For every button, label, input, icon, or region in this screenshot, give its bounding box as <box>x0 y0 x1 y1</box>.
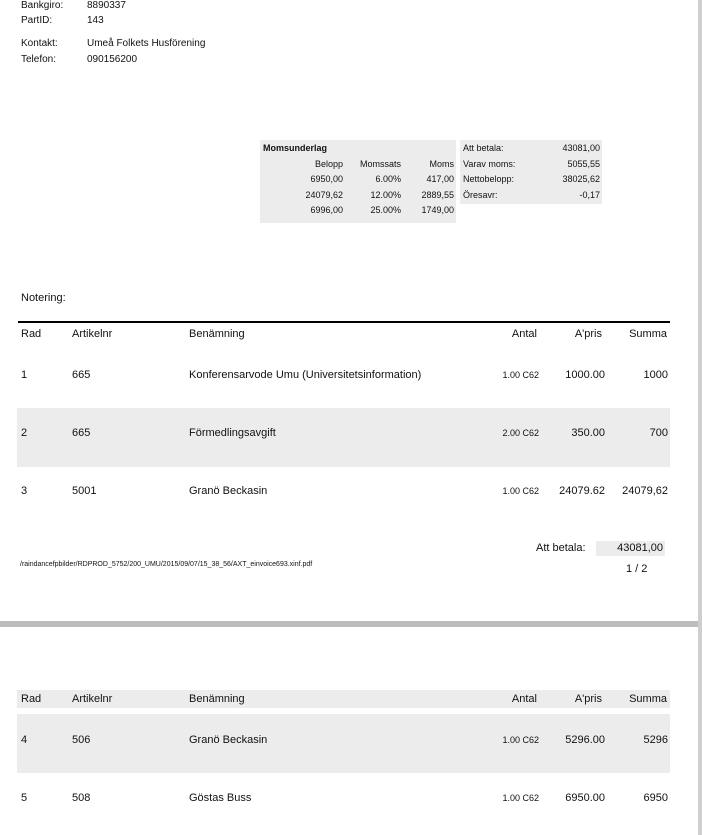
cell-apris: 350.00 <box>571 427 605 439</box>
col-header-antal: Antal <box>511 693 537 705</box>
moms-row-momssats: 6.00% <box>375 174 401 184</box>
partid-value: 143 <box>87 15 104 26</box>
moms-row-momssats: 25.00% <box>370 205 401 215</box>
bankgiro-value: 8890337 <box>87 0 126 11</box>
moms-row-belopp: 6950,00 <box>310 174 343 184</box>
cell-benamning: Granö Beckasin <box>189 734 268 746</box>
footer-att-betala-value: 43081,00 <box>617 542 663 554</box>
cell-artikelnr: 665 <box>72 369 91 381</box>
notering-label: Notering: <box>21 292 66 304</box>
moms-title: Momsunderlag <box>263 143 328 153</box>
cell-rad: 3 <box>21 485 28 497</box>
col-header-apris: A'pris <box>574 328 602 340</box>
cell-rad: 2 <box>21 427 28 439</box>
moms-row-moms: 2889,55 <box>421 190 454 200</box>
cell-summa: 6950 <box>643 792 668 804</box>
col-header-apris: A'pris <box>574 693 602 705</box>
file-path: /raindancefpbilder/RDPROD_5752/200_UMU/2015/09/07/15_38_56/AXT_einvoice693.xinf.pdf <box>20 561 313 568</box>
cell-benamning: Konferensarvode Umu (Universitetsinformation) <box>189 369 422 381</box>
cell-antal: 1.00 C62 <box>502 370 539 380</box>
page-number: 1 / 2 <box>626 563 648 575</box>
col-header-artikelnr: Artikelnr <box>72 328 113 340</box>
cell-summa: 1000 <box>643 369 668 381</box>
cell-summa: 700 <box>649 427 668 439</box>
telefon-label: Telefon: <box>21 54 57 65</box>
moms-row-belopp: 6996,00 <box>310 205 343 215</box>
cell-summa: 5296 <box>643 734 668 746</box>
cell-rad: 5 <box>21 792 28 804</box>
cell-artikelnr: 665 <box>72 427 91 439</box>
summary-label-nettobelopp: Nettobelopp: <box>463 174 515 184</box>
summary-label-att-betala: Att betala: <box>463 143 504 153</box>
moms-row-moms: 1749,00 <box>421 205 454 215</box>
telefon-value: 090156200 <box>87 54 138 65</box>
col-header-benamning: Benämning <box>189 693 245 705</box>
cell-antal: 2.00 C62 <box>502 428 539 438</box>
col-header-rad: Rad <box>21 693 42 705</box>
moms-row-belopp: 24079,62 <box>305 190 343 200</box>
summary-label-oresavr: Öresavr: <box>463 190 498 200</box>
cell-artikelnr: 5001 <box>72 485 97 497</box>
summary-value-att-betala: 43081,00 <box>562 143 600 153</box>
cell-benamning: Granö Beckasin <box>189 485 268 497</box>
moms-row-momssats: 12.00% <box>370 190 401 200</box>
footer-att-betala-label: Att betala: <box>536 542 586 554</box>
col-header-rad: Rad <box>21 328 42 340</box>
bankgiro-label: Bankgiro: <box>21 0 64 11</box>
col-header-antal: Antal <box>511 328 537 340</box>
moms-col-moms: Moms <box>429 159 454 169</box>
moms-col-belopp: Belopp <box>314 159 343 169</box>
kontakt-label: Kontakt: <box>21 38 58 49</box>
col-header-summa: Summa <box>629 328 667 340</box>
summary-value-nettobelopp: 38025,62 <box>562 174 600 184</box>
moms-col-momssats: Momssats <box>359 159 401 169</box>
cell-apris: 24079.62 <box>559 485 605 497</box>
cell-artikelnr: 508 <box>72 792 91 804</box>
summary-value-varav-moms: 5055,55 <box>567 159 600 169</box>
col-header-benamning: Benämning <box>189 328 245 340</box>
col-header-artikelnr: Artikelnr <box>72 693 113 705</box>
summary-value-oresavr: -0,17 <box>579 190 600 200</box>
cell-artikelnr: 506 <box>72 734 91 746</box>
cell-antal: 1.00 C62 <box>502 486 539 496</box>
cell-antal: 1.00 C62 <box>502 793 539 803</box>
cell-apris: 1000.00 <box>565 369 605 381</box>
scrollbar-track[interactable] <box>698 0 702 835</box>
kontakt-value: Umeå Folkets Husförening <box>87 38 206 49</box>
cell-benamning: Förmedlingsavgift <box>189 427 276 439</box>
cell-apris: 6950.00 <box>565 792 605 804</box>
summary-label-varav-moms: Varav moms: <box>463 159 516 169</box>
table-top-rule <box>18 321 670 323</box>
cell-apris: 5296.00 <box>565 734 605 746</box>
partid-label: PartID: <box>21 15 53 26</box>
page-separator <box>0 621 702 627</box>
moms-row-moms: 417,00 <box>426 174 454 184</box>
cell-antal: 1.00 C62 <box>502 735 539 745</box>
cell-rad: 1 <box>21 369 28 381</box>
cell-summa: 24079,62 <box>622 485 668 497</box>
cell-benamning: Göstas Buss <box>189 792 252 804</box>
cell-rad: 4 <box>21 734 28 746</box>
col-header-summa: Summa <box>629 693 667 705</box>
